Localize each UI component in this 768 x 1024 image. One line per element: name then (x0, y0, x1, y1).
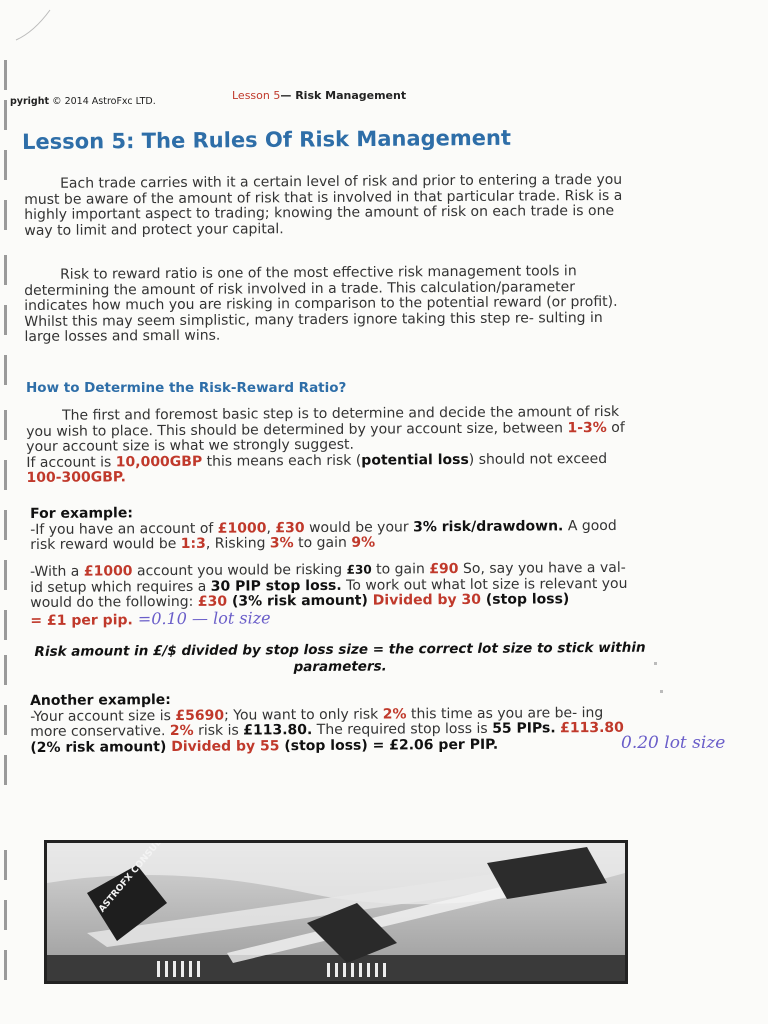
example-three-heading: Another example: (29, 692, 171, 709)
example-two (30, 561, 642, 629)
running-header (232, 89, 406, 102)
example-value: = £1 per pip. (30, 611, 133, 629)
example-bold: £113.80. (243, 722, 313, 739)
example-text: to gain (371, 561, 430, 578)
binder-mark (4, 510, 7, 540)
example-value: £5690 (175, 707, 225, 724)
photo-illustration (47, 843, 625, 981)
pencil-mark (654, 662, 657, 665)
example-text: ; You want to only risk (224, 706, 383, 724)
example-text: , (266, 519, 276, 536)
header-lesson-number: Lesson 5 (232, 89, 281, 102)
copyright-bold: pyright (10, 96, 50, 107)
binder-mark (4, 950, 7, 980)
example-bold: 3% risk/drawdown. (413, 517, 564, 535)
binder-mark (4, 60, 7, 90)
binder-mark (4, 755, 7, 785)
example-text: -Your account size is (30, 707, 176, 725)
example-text: , Risking (205, 535, 270, 552)
binder-mark (4, 655, 7, 685)
example-text: So, say you have a val- id setup which requires a (30, 559, 626, 596)
binder-mark (4, 560, 7, 590)
lot-size-rule: Risk amount in £/$ divided by stop loss size = the correct lot size to stick within parameters. (34, 639, 646, 676)
example-value: £30 (275, 519, 305, 536)
section-heading: How to Determine the Risk-Reward Ratio? (26, 380, 347, 396)
example-bold: 30 PIP stop loss. (210, 577, 342, 595)
example-text: -With a (29, 563, 84, 580)
binder-mark (4, 705, 7, 735)
example-value: £113.80 (560, 719, 624, 737)
example-text: account you would be risking (132, 561, 347, 580)
binder-mark (4, 150, 7, 180)
header-lesson-topic: — Risk Management (280, 89, 407, 102)
copyright-text: © 2014 AstroFxc LTD. (49, 96, 156, 107)
example-text: -If you have an account of (30, 520, 218, 538)
example-text: this time as you are be- ing more conservative. (30, 704, 604, 740)
example-text: A good risk reward would be (30, 517, 617, 553)
binder-mark (4, 355, 7, 385)
example-bold: (2% risk amount) (30, 738, 172, 756)
para3-text: of your account size is what we strongly suggest. (26, 419, 625, 455)
handwritten-note: 0.20 lot size (621, 733, 726, 753)
example-value: £30 (197, 593, 228, 610)
binder-mark (4, 255, 7, 285)
ratio-paragraph: Risk to reward ratio is one of the most effective risk management tools in determining the amount of risk involved in a trade. This calculation/parameter indicates how much you are risking in comparison to the potential reward (or profit). Whilst this may seem simplistic, many traders ignore taking this step re- sulting in large losses and small wins. (24, 263, 618, 345)
example-text: would be your (304, 518, 414, 536)
example-value: £1000 (217, 519, 267, 537)
example-value: 2% (382, 705, 407, 723)
page-title: Lesson 5: The Rules Of Risk Management (22, 125, 512, 154)
binder-mark (4, 850, 7, 880)
binder-mark (4, 900, 7, 930)
binder-mark (4, 200, 7, 230)
example-value: £1000 (83, 563, 133, 580)
binder-mark (4, 460, 7, 490)
example-value: Divided by 30 (372, 591, 482, 609)
example-text: risk is (193, 722, 244, 739)
para3-account: 10,000GBP (115, 453, 203, 470)
binder-mark (4, 410, 7, 440)
para3-percent: 1-3% (567, 419, 607, 436)
binder-mark (4, 100, 7, 130)
example-bold: 55 PIPs. (492, 720, 556, 737)
example-value: 3% (269, 535, 294, 552)
example-one (30, 503, 642, 554)
example-bold: (stop loss) (480, 591, 570, 608)
handwritten-note: =0.10 — lot size (132, 607, 271, 628)
para3-potential-loss: potential loss (361, 451, 469, 469)
photo-label: ASTROFX (97, 871, 136, 915)
para3-text: The first and foremost basic step is to determine and decide the amount of risk you wish to place. This should be determined by your account size, between (26, 403, 620, 440)
copyright-line (10, 96, 156, 107)
example-bold: (stop loss) = £2.06 per PIP. (279, 736, 499, 754)
example-value: Divided by 55 (171, 737, 280, 755)
example-value: £90 (429, 561, 459, 578)
para3-text: ) should not exceed (468, 450, 608, 468)
pencil-mark (14, 6, 54, 42)
example-text: The required stop loss is (312, 720, 493, 739)
example-text: To work out what lot size is relevant you would do the following: (30, 575, 628, 611)
example-bold: (3% risk amount) (227, 592, 373, 610)
example-three (30, 690, 632, 756)
product-photo (44, 840, 628, 984)
para3-text: If account is (26, 453, 116, 471)
example-bold: £30 (346, 562, 372, 577)
example-value: 2% (169, 722, 194, 740)
example-one-heading: For example: (29, 505, 133, 522)
pencil-mark (660, 690, 663, 693)
intro-paragraph: Each trade carries with it a certain level of risk and prior to entering a trade you must be aware of the amount of risk that is involved in that particular trade. Risk is a highly important aspect to trading; knowing the amount of risk on each trade is one way to limit and protect your capital. (24, 171, 623, 239)
para3-limit: 100-300GBP. (26, 469, 126, 486)
binder-mark (4, 610, 7, 640)
example-text: to gain (293, 534, 352, 552)
para3-text: this means each risk ( (202, 452, 362, 470)
binder-mark (4, 305, 7, 335)
example-value: 1:3 (180, 535, 206, 552)
example-value: 9% (351, 534, 376, 551)
determine-paragraph (26, 405, 639, 487)
